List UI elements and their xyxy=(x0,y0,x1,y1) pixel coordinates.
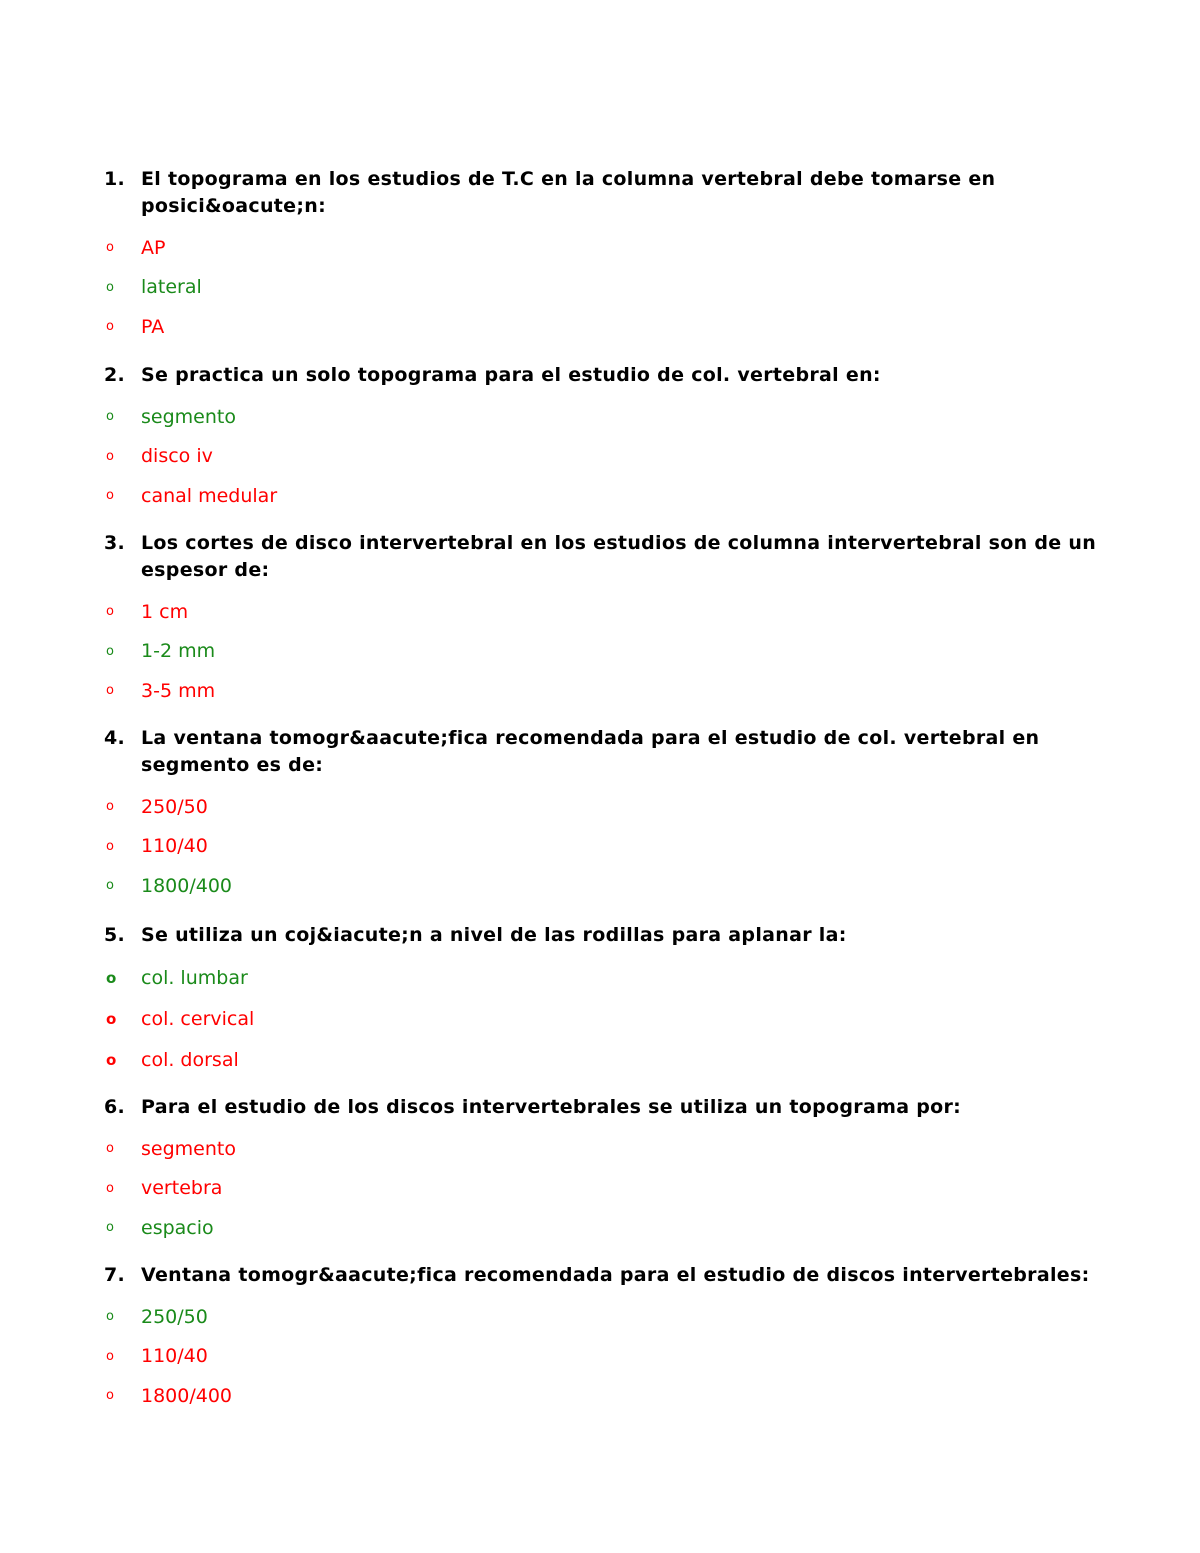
option-item xyxy=(104,307,1104,347)
options-list xyxy=(104,957,1104,1080)
option-text: segmento xyxy=(141,405,236,428)
option-item xyxy=(104,1208,1104,1248)
option-item xyxy=(104,437,1104,477)
option-item xyxy=(104,632,1104,672)
question-heading xyxy=(104,725,1104,779)
bullet-icon: o xyxy=(106,838,114,854)
bullet-icon: o xyxy=(106,1309,114,1325)
option-item xyxy=(104,866,1104,906)
option-text: 110/40 xyxy=(141,835,208,858)
question-7 xyxy=(104,1262,1104,1416)
option-item xyxy=(104,476,1104,516)
question-6 xyxy=(104,1094,1104,1248)
option-text: col. cervical xyxy=(141,1007,255,1030)
option-text: col. dorsal xyxy=(141,1048,239,1071)
option-text: 1800/400 xyxy=(141,1384,233,1407)
question-number: 2. xyxy=(104,364,126,386)
option-item xyxy=(104,1169,1104,1209)
bullet-icon: o xyxy=(106,279,114,295)
option-text: 1-2 mm xyxy=(141,640,216,663)
option-text: AP xyxy=(141,236,166,259)
option-text: 1800/400 xyxy=(141,874,233,897)
question-3 xyxy=(104,530,1104,711)
bullet-icon: o xyxy=(106,878,114,894)
options-list xyxy=(104,1129,1104,1248)
options-list xyxy=(104,592,1104,711)
options-list xyxy=(104,228,1104,347)
question-number: 7. xyxy=(104,1264,126,1286)
options-list xyxy=(104,397,1104,516)
option-text: 250/50 xyxy=(141,795,208,818)
bullet-icon: o xyxy=(106,604,114,620)
question-text: Se utiliza un coj&iacute;n a nivel de las rodillas para aplanar la: xyxy=(141,924,847,946)
option-item xyxy=(104,998,1104,1039)
bullet-icon: o xyxy=(106,409,114,425)
question-text: Se practica un solo topograma para el estudio de col. vertebral en: xyxy=(141,364,881,386)
option-text: disco iv xyxy=(141,445,213,468)
bullet-icon: o xyxy=(106,968,117,987)
option-item xyxy=(104,787,1104,827)
bullet-icon: o xyxy=(106,1009,117,1028)
bullet-icon: o xyxy=(106,488,114,504)
question-5 xyxy=(104,922,1104,1080)
question-heading xyxy=(104,1262,1104,1289)
bullet-icon: o xyxy=(106,1180,114,1196)
option-item xyxy=(104,228,1104,268)
option-text: col. lumbar xyxy=(141,966,248,989)
question-heading xyxy=(104,1094,1104,1121)
bullet-icon: o xyxy=(106,799,114,815)
option-text: 110/40 xyxy=(141,1345,208,1368)
question-2 xyxy=(104,362,1104,516)
question-text: El topograma en los estudios de T.C en la columna vertebral debe tomarse en posici&oacute;n: xyxy=(141,168,996,217)
question-heading xyxy=(104,530,1104,584)
option-item xyxy=(104,1039,1104,1080)
bullet-icon: o xyxy=(106,1388,114,1404)
option-item xyxy=(104,268,1104,308)
option-text: PA xyxy=(141,315,165,338)
question-heading xyxy=(104,166,1104,220)
question-number: 5. xyxy=(104,924,126,946)
bullet-icon: o xyxy=(106,683,114,699)
option-item xyxy=(104,957,1104,998)
question-number: 1. xyxy=(104,168,126,190)
option-text: lateral xyxy=(141,276,202,299)
question-4 xyxy=(104,725,1104,906)
question-text: Los cortes de disco intervertebral en los estudios de columna intervertebral son de un espesor de: xyxy=(141,532,1097,581)
question-text: La ventana tomogr&aacute;fica recomendada para el estudio de col. vertebral en segmento es de: xyxy=(141,727,1040,776)
option-item xyxy=(104,1337,1104,1377)
question-text: Ventana tomogr&aacute;fica recomendada para el estudio de discos intervertebrales: xyxy=(141,1264,1090,1286)
bullet-icon: o xyxy=(106,319,114,335)
option-text: canal medular xyxy=(141,484,278,507)
option-item xyxy=(104,827,1104,867)
option-text: espacio xyxy=(141,1216,214,1239)
bullet-icon: o xyxy=(106,448,114,464)
option-text: 250/50 xyxy=(141,1305,208,1328)
bullet-icon: o xyxy=(106,1050,117,1069)
question-heading xyxy=(104,922,1104,949)
option-text: segmento xyxy=(141,1137,236,1160)
question-number: 3. xyxy=(104,532,126,554)
bullet-icon: o xyxy=(106,643,114,659)
option-text: vertebra xyxy=(141,1177,223,1200)
option-item xyxy=(104,592,1104,632)
question-text: Para el estudio de los discos intervertebrales se utiliza un topograma por: xyxy=(141,1096,962,1118)
options-list xyxy=(104,787,1104,906)
option-text: 3-5 mm xyxy=(141,679,216,702)
bullet-icon: o xyxy=(106,1220,114,1236)
option-item xyxy=(104,1376,1104,1416)
options-list xyxy=(104,1297,1104,1416)
option-item xyxy=(104,397,1104,437)
option-item xyxy=(104,1297,1104,1337)
question-heading xyxy=(104,362,1104,389)
option-item xyxy=(104,1129,1104,1169)
question-number: 6. xyxy=(104,1096,126,1118)
bullet-icon: o xyxy=(106,1348,114,1364)
bullet-icon: o xyxy=(106,1141,114,1157)
question-number: 4. xyxy=(104,727,126,749)
question-1 xyxy=(104,166,1104,347)
option-text: 1 cm xyxy=(141,600,189,623)
option-item xyxy=(104,671,1104,711)
bullet-icon: o xyxy=(106,240,114,256)
